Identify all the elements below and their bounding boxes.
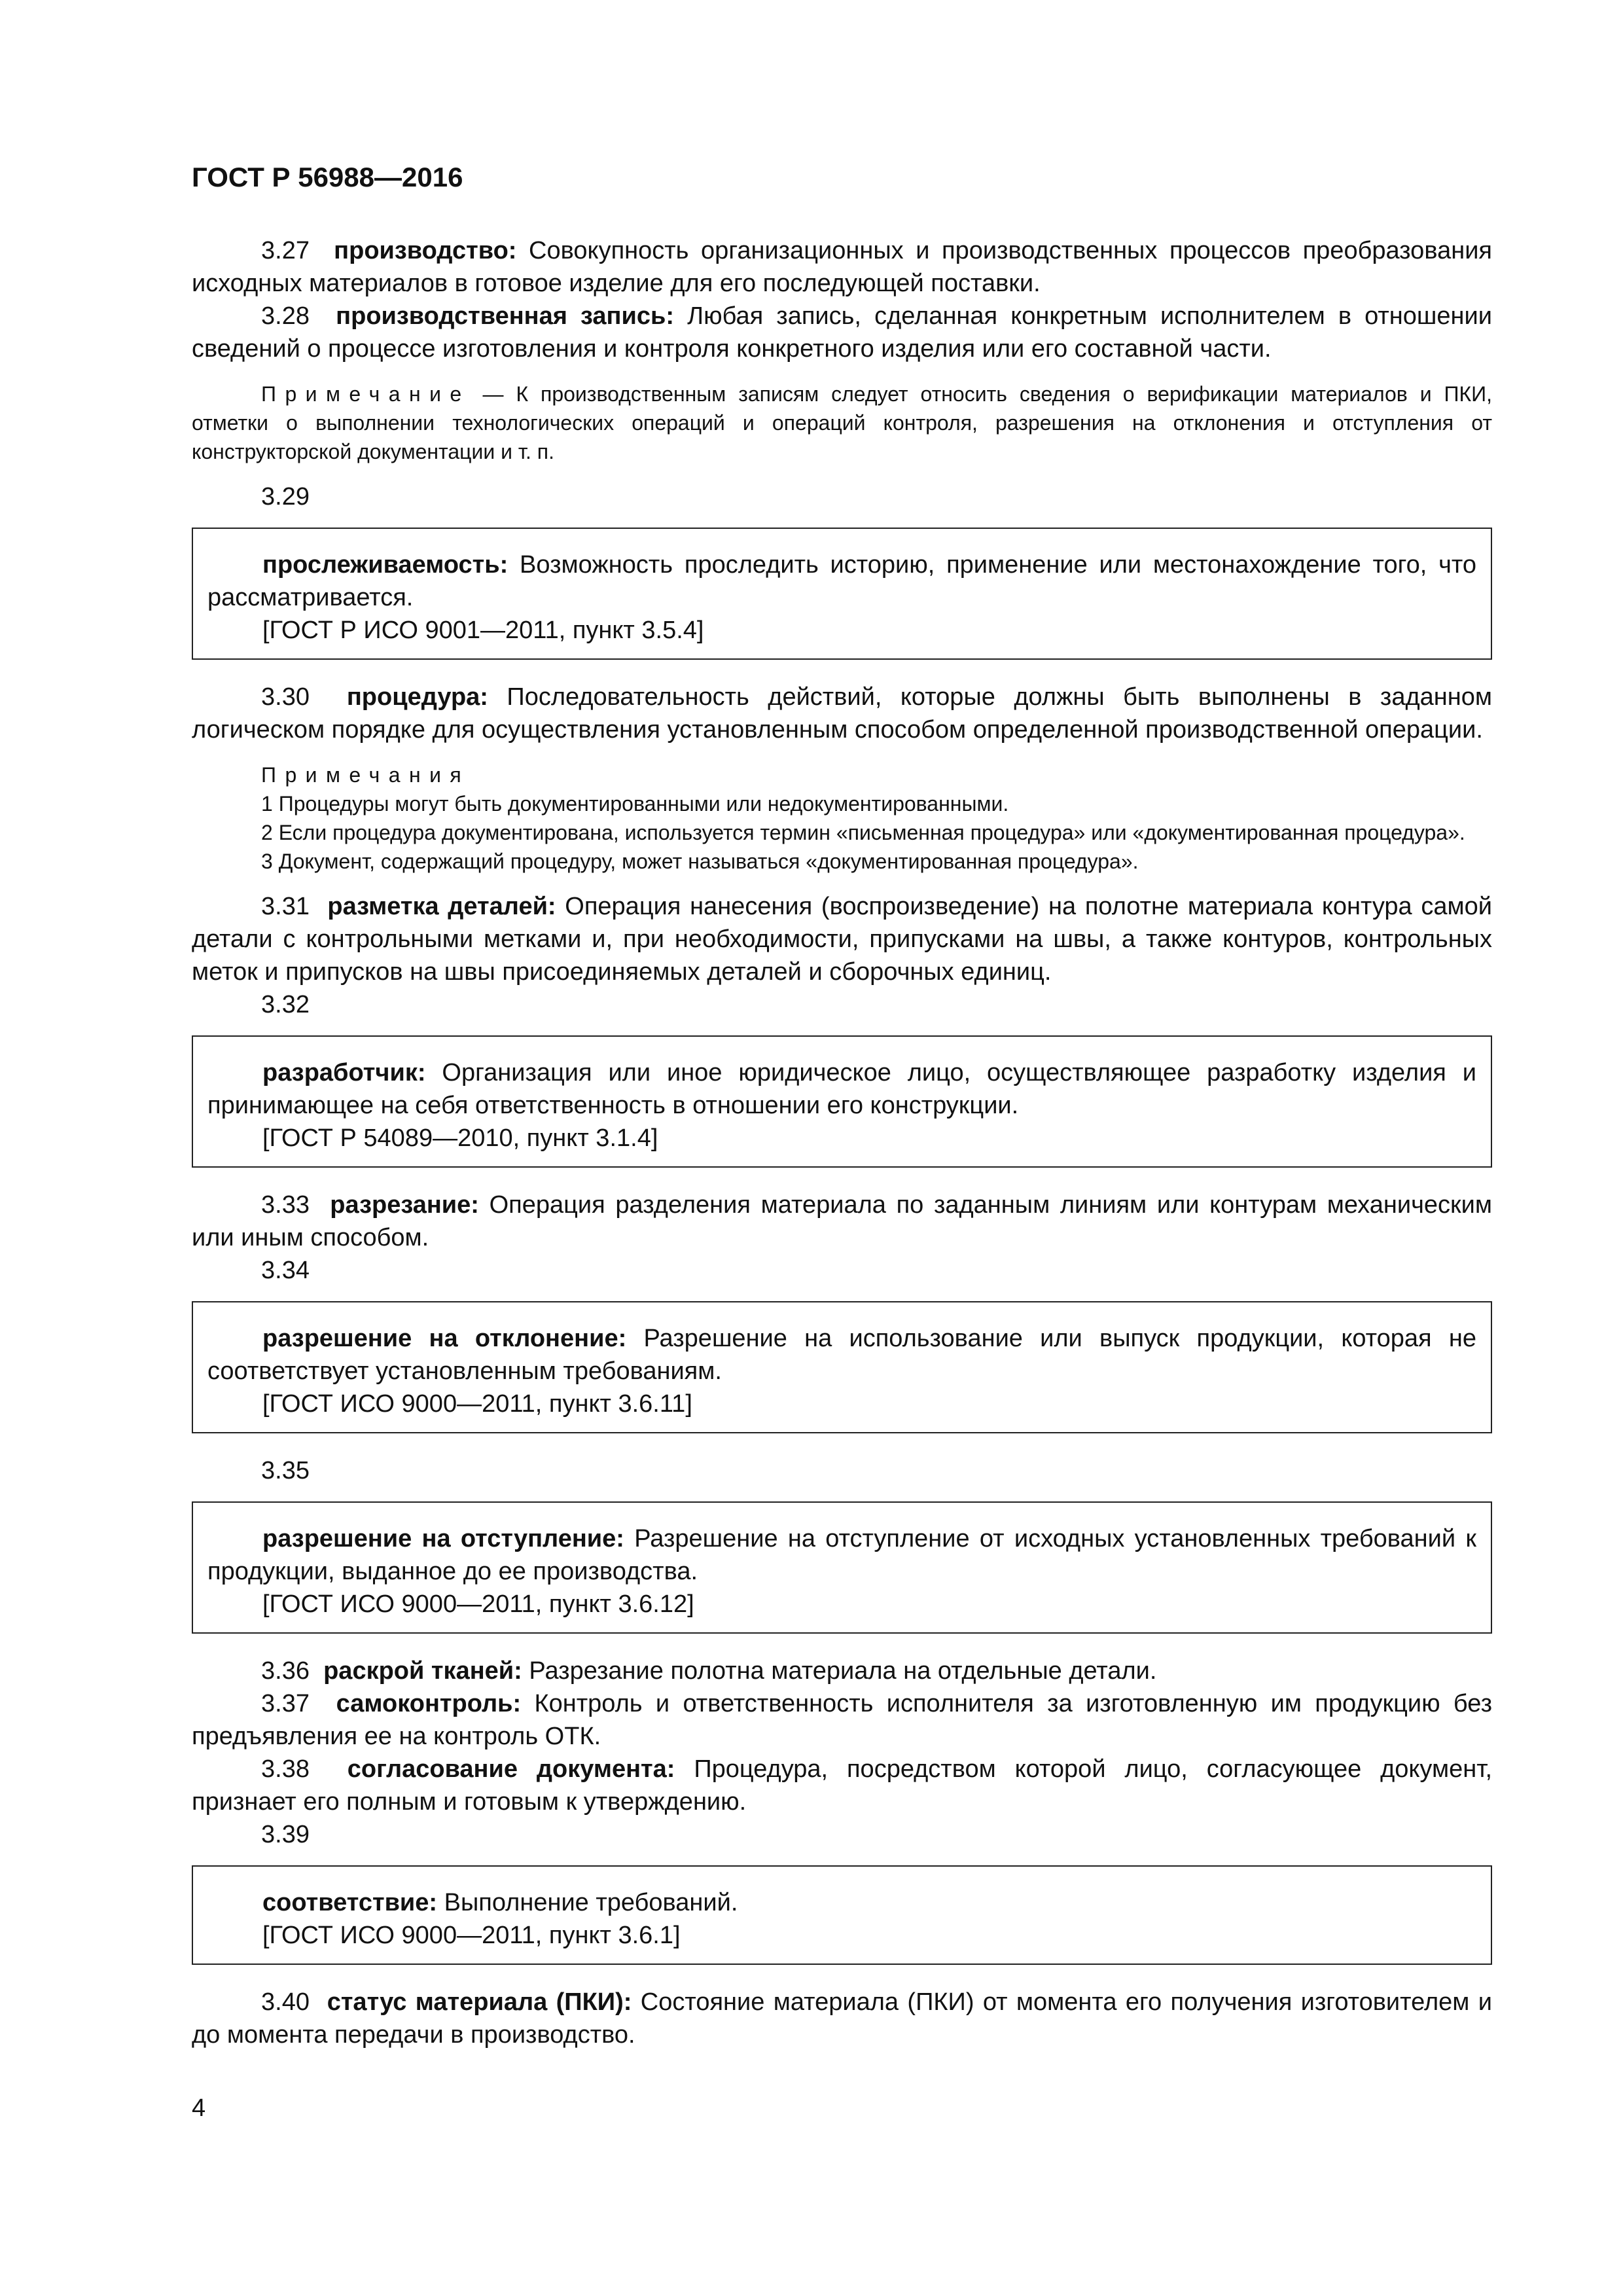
term-name: производственная запись:: [336, 302, 675, 330]
term-3-27: [192, 234, 1492, 300]
term-number: 3.33: [261, 1191, 310, 1219]
term-name: самоконтроль:: [336, 1690, 522, 1717]
boxed-term-3-32: [192, 1035, 1492, 1168]
term-name: прослеживаемость:: [262, 551, 508, 579]
term-name: раскрой тканей:: [323, 1657, 522, 1685]
term-number: 3.28: [261, 302, 310, 330]
term-definition: Операция разделения материала по заданным линиям или контурам механическим или иным способом.: [192, 1191, 1492, 1251]
term-3-33: [192, 1189, 1492, 1254]
note-3: 3 Документ, содержащий процедуру, может называться «документированная процедура».: [261, 850, 1139, 873]
boxed-term-3-29: [192, 528, 1492, 660]
term-definition: Последовательность действий, которые должны быть выполнены в заданном логическом порядке для осуществления установленным способом определенной производственной операции.: [192, 683, 1492, 744]
term-definition: Разрешение на использование или выпуск продукции, которая не соответствует установленным требованиям.: [207, 1325, 1476, 1385]
term-definition: Операция нанесения (воспроизведение) на полотне материала контура самой детали с контрольными метками и, при необходимости, припусками на швы, а также контуров, контрольных меток и припусков на швы присоединяемых деталей и сборочных единиц.: [192, 893, 1492, 986]
term-name: соответствие:: [262, 1889, 438, 1916]
note-2: 2 Если процедура документирована, используется термин «письменная процедура» или «документированная процедура».: [261, 821, 1465, 844]
term-name: разрешение на отклонение:: [262, 1325, 627, 1352]
term-name: статус материала (ПКИ):: [327, 1988, 632, 2016]
note-3-28: [192, 380, 1492, 466]
note-text: — К производственным записям следует относить сведения о верификации материалов и ПКИ, отметки о выполнении технологических операций и операций контроля, разрешения на отклонения и отступления от конструкторской документации и т. п.: [192, 382, 1492, 463]
note-label: Примечание: [261, 382, 471, 406]
term-number-3-34: 3.34: [261, 1257, 310, 1284]
term-definition: Выполнение требований.: [437, 1889, 738, 1916]
term-number: 3.31: [261, 893, 310, 920]
term-number: 3.38: [261, 1755, 310, 1783]
term-definition: Любая запись, сделанная конкретным исполнителем в отношении сведений о процессе изготовления и контроля конкретного изделия или его составной части.: [192, 302, 1492, 363]
term-number: 3.27: [261, 237, 310, 264]
term-number: 3.40: [261, 1988, 310, 2016]
term-definition: Совокупность организационных и производственных процессов преобразования исходных материалов в готовое изделие для его последующей поставки.: [192, 237, 1492, 297]
term-name: разрешение на отступление:: [262, 1525, 624, 1552]
document-page: [192, 161, 1492, 2125]
term-number: 3.37: [261, 1690, 310, 1717]
term-3-37: [192, 1687, 1492, 1753]
term-name: согласование документа:: [347, 1755, 675, 1783]
term-name: разметка деталей:: [327, 893, 556, 920]
term-definition: Состояние материала (ПКИ) от момента его получения изготовителем и до момента передачи в производство.: [192, 1988, 1492, 2049]
document-header: ГОСТ Р 56988—2016: [192, 162, 463, 192]
term-3-36: [192, 1655, 1492, 1687]
term-definition: Разрешение на отступление от исходных установленных требований к продукции, выданное до ее производства.: [207, 1525, 1476, 1585]
term-number: 3.36: [261, 1657, 310, 1685]
term-3-30: [192, 681, 1492, 746]
term-name: разрезание:: [330, 1191, 479, 1219]
term-source: [ГОСТ Р ИСО 9001—2011, пункт 3.5.4]: [262, 617, 704, 644]
term-3-31: [192, 890, 1492, 988]
term-number-3-35: 3.35: [261, 1457, 310, 1484]
term-3-38: [192, 1753, 1492, 1818]
term-definition: Организация или иное юридическое лицо, осуществляющее разработку изделия и принимающее на себя ответственность в отношении его конструкции.: [207, 1059, 1476, 1119]
term-name: процедура:: [346, 683, 488, 711]
term-3-40: [192, 1986, 1492, 2051]
term-name: разработчик:: [262, 1059, 426, 1086]
term-3-28: [192, 300, 1492, 365]
term-number: 3.30: [261, 683, 310, 711]
boxed-term-3-34: [192, 1301, 1492, 1433]
page-number: 4: [192, 2094, 206, 2122]
term-source: [ГОСТ Р 54089—2010, пункт 3.1.4]: [262, 1124, 658, 1152]
boxed-term-3-39: [192, 1865, 1492, 1965]
term-number-3-32: 3.32: [261, 991, 310, 1018]
term-definition: Возможность проследить историю, применение или местонахождение того, что рассматривается.: [207, 551, 1476, 611]
term-name: производство:: [334, 237, 517, 264]
note-1: 1 Процедуры могут быть документированными или недокументированными.: [261, 792, 1009, 816]
term-source: [ГОСТ ИСО 9000—2011, пункт 3.6.11]: [262, 1390, 692, 1418]
term-source: [ГОСТ ИСО 9000—2011, пункт 3.6.12]: [262, 1590, 694, 1618]
boxed-term-3-35: [192, 1501, 1492, 1634]
notes-label: Примечания: [261, 763, 471, 787]
term-source: [ГОСТ ИСО 9000—2011, пункт 3.6.1]: [262, 1922, 681, 1949]
term-definition: Контроль и ответственность исполнителя за изготовленную им продукцию без предъявления ее на контроль ОТК.: [192, 1690, 1492, 1750]
term-number-3-39: 3.39: [261, 1821, 310, 1848]
term-definition: Разрезание полотна материала на отдельные детали.: [522, 1657, 1157, 1685]
term-number-3-29: 3.29: [261, 483, 310, 511]
term-definition: Процедура, посредством которой лицо, согласующее документ, признает его полным и готовым к утверждению.: [192, 1755, 1493, 1816]
